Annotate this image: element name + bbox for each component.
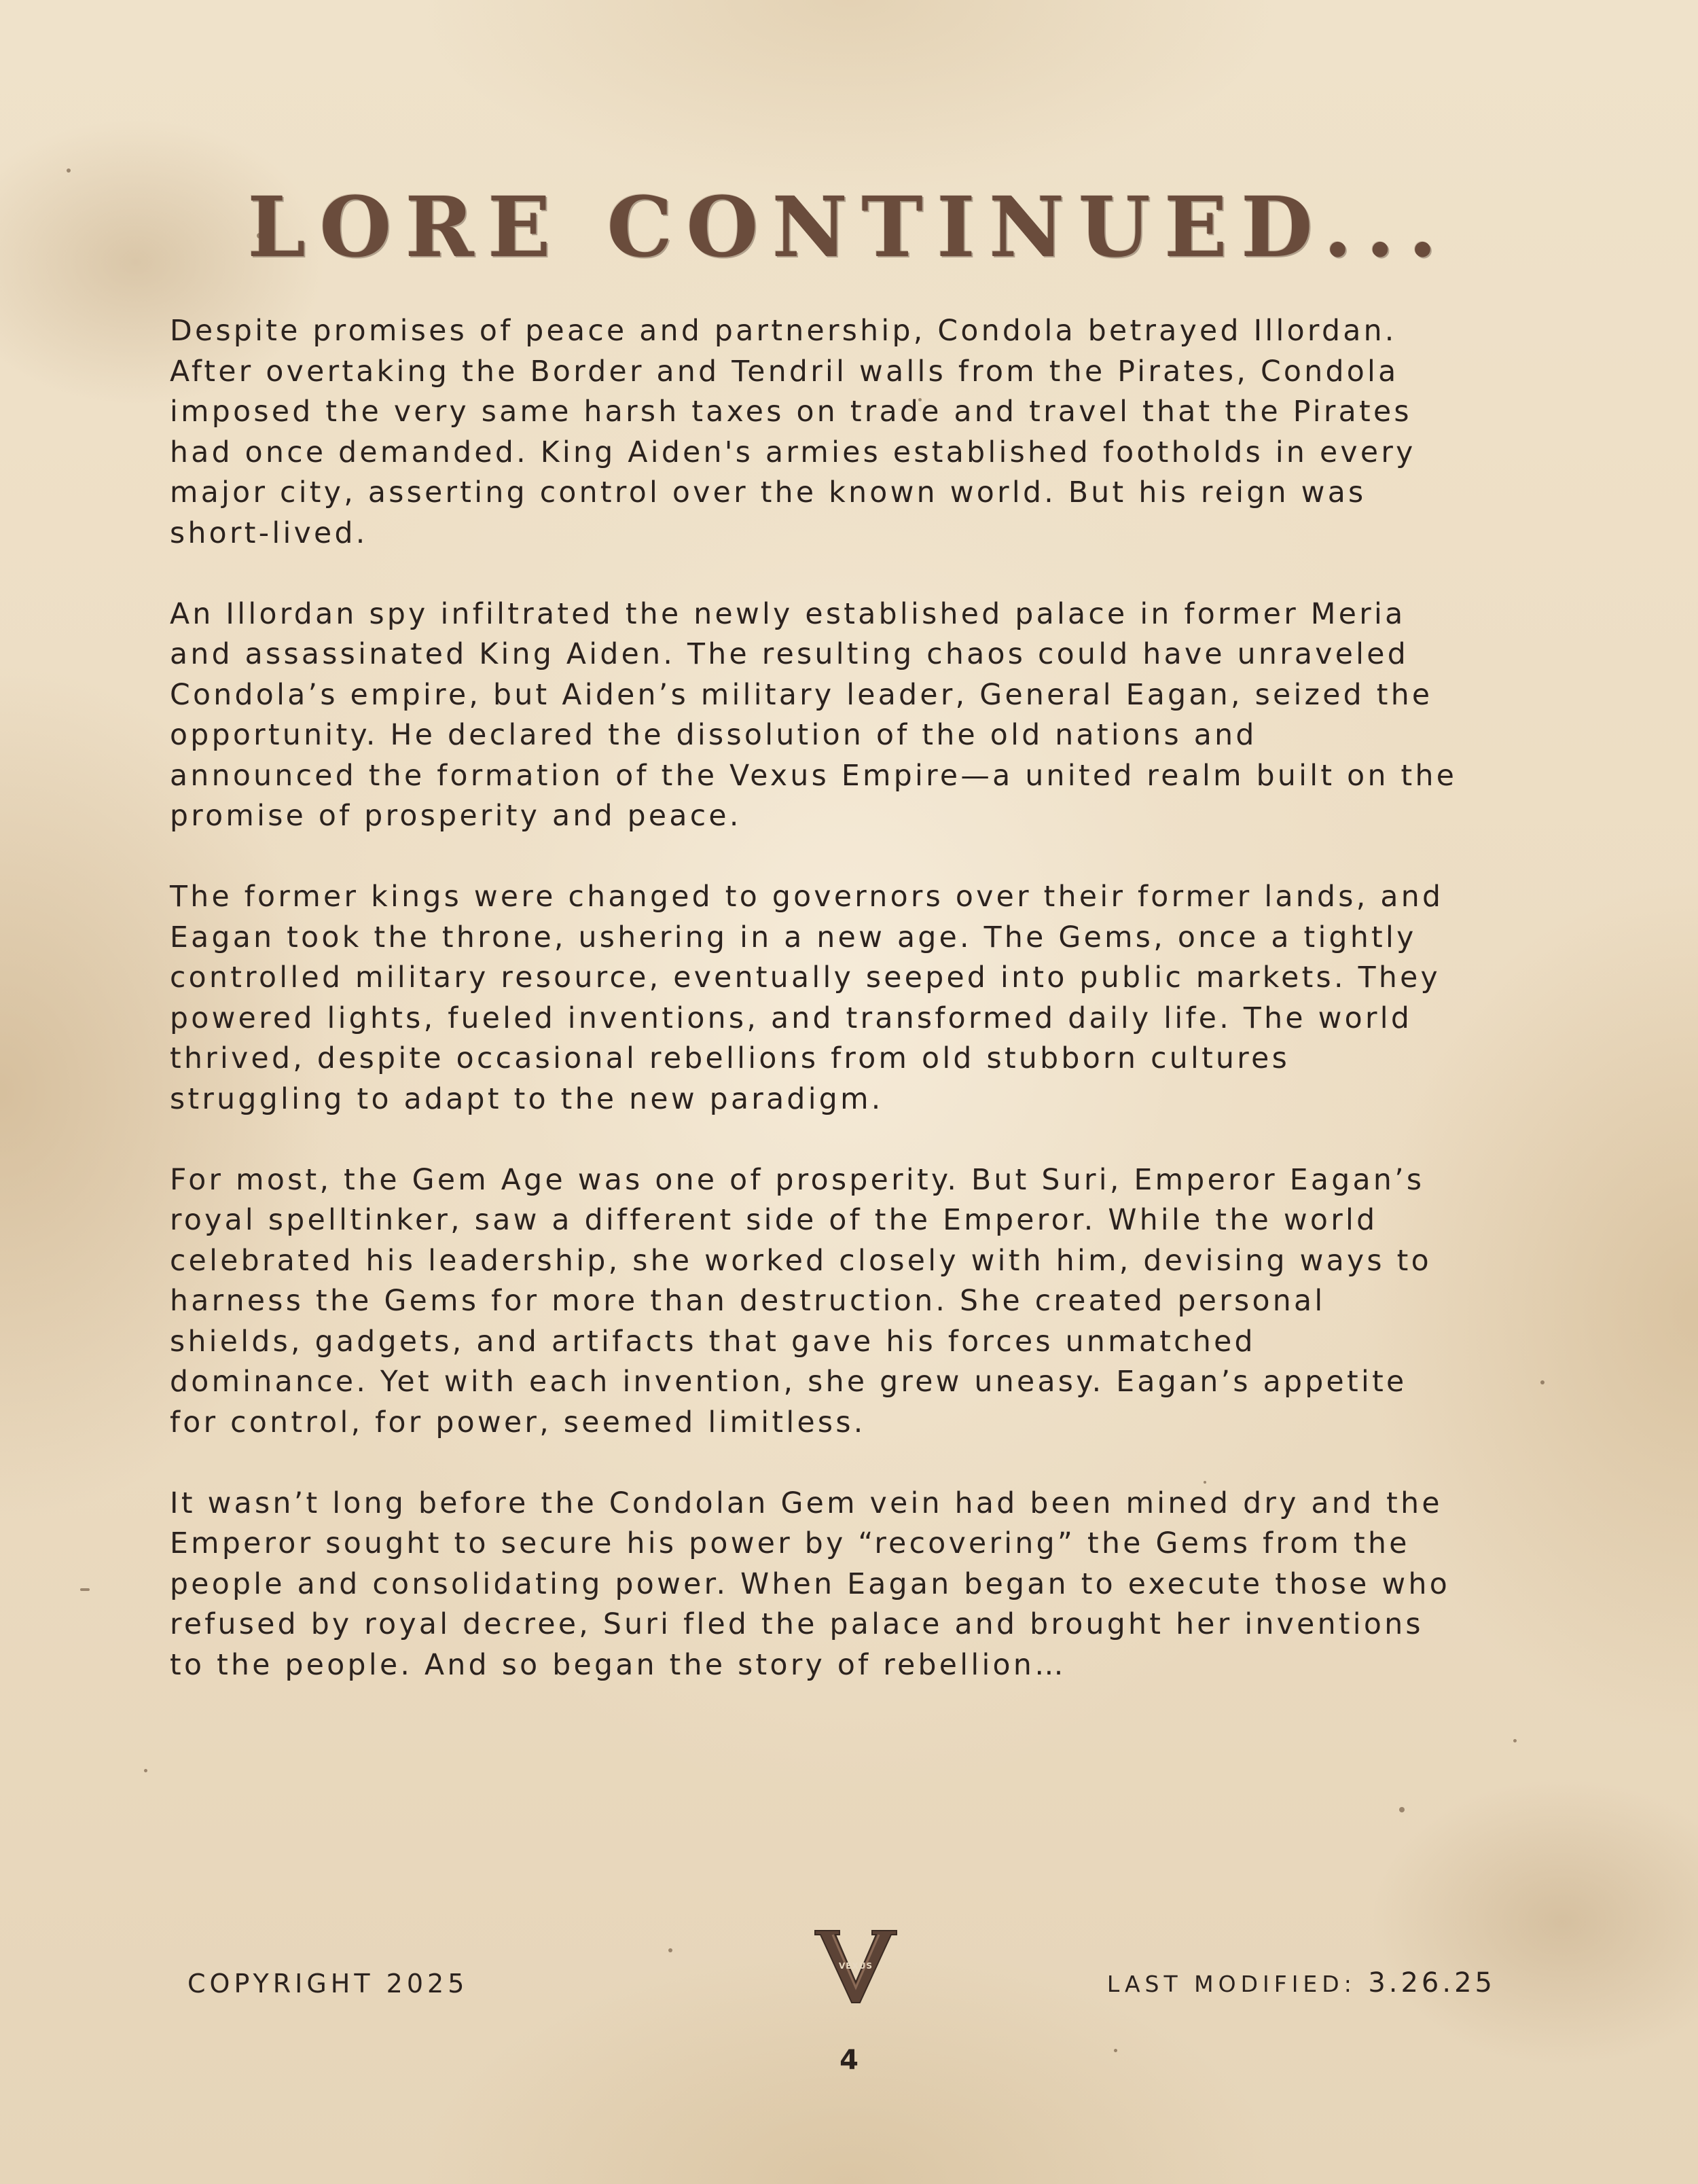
lore-paragraph: The former kings were changed to governors over their former lands, and Eagan took the throne, ushering in a new age. The Gems, once a tightly controlled military resource, eventually seeped into public markets. They powered lights, fueled inventions, and transformed daily life. The world thrived, despite occasional rebellions from old stubborn cultures struggling to adapt to the new paradigm. bbox=[170, 880, 1444, 1116]
paper-speck bbox=[67, 168, 71, 173]
last-modified bbox=[1107, 1967, 1496, 1999]
lore-paragraph: An Illordan spy infiltrated the newly established palace in former Meria and assassinated King Aiden. The resulting chaos could have unraveled Condola’s empire, but Aiden’s military leader, General Eagan, seized the opportunity. He declared the dissolution of the old nations and announced the formation of the Vexus Empire—a united realm built on the promise of prosperity and peace. bbox=[170, 597, 1458, 833]
last-modified-label: LAST MODIFIED: bbox=[1106, 1971, 1356, 1997]
vexus-v-logo-icon bbox=[812, 1927, 899, 2008]
paper-speck bbox=[1540, 1380, 1545, 1384]
lore-paragraph: For most, the Gem Age was one of prosperity. But Suri, Emperor Eagan’s royal spelltinker, saw a different side of the Emperor. While the world celebrated his leadership, she worked closely with him, devising ways to harness the Gems for more than destruction. She created personal shields, gadgets, and artifacts that gave his forces unmatched dominance. Yet with each invention, she grew uneasy. Eagan’s appetite for control, for power, seemed limitless. bbox=[170, 1163, 1432, 1439]
paper-speck bbox=[80, 1588, 90, 1591]
logo-text: VEXUS bbox=[838, 1961, 873, 1971]
paper-speck bbox=[668, 1948, 672, 1952]
paper-speck bbox=[1399, 1807, 1405, 1812]
lore-paragraph: It wasn’t long before the Condolan Gem vein had been mined dry and the Emperor sought to secure his power by “recovering” the Gems from the people and consolidating power. When Eagan began to execute those who refused by royal decree, Suri fled the palace and brought her inventions to the people. And so began the story of rebellion… bbox=[170, 1486, 1450, 1682]
paper-speck bbox=[144, 1769, 147, 1772]
page-title: LORE CONTINUED... bbox=[247, 178, 1451, 276]
lore-paragraph: Despite promises of peace and partnership, Condola betrayed Illordan. After overtaking the Border and Tendril walls from the Pirates, Condola imposed the very same harsh taxes on trade and travel that the Pirates had once demanded. King Aiden's armies established footholds in every major city, asserting control over the known world. But his reign was short-lived. bbox=[170, 315, 1416, 550]
copyright-text: COPYRIGHT 2025 bbox=[187, 1969, 469, 1999]
lore-body bbox=[170, 311, 1535, 1726]
last-modified-date: 3.26.25 bbox=[1368, 1967, 1496, 1999]
paper-speck bbox=[1513, 1739, 1517, 1742]
page-number: 4 bbox=[839, 2045, 859, 2076]
